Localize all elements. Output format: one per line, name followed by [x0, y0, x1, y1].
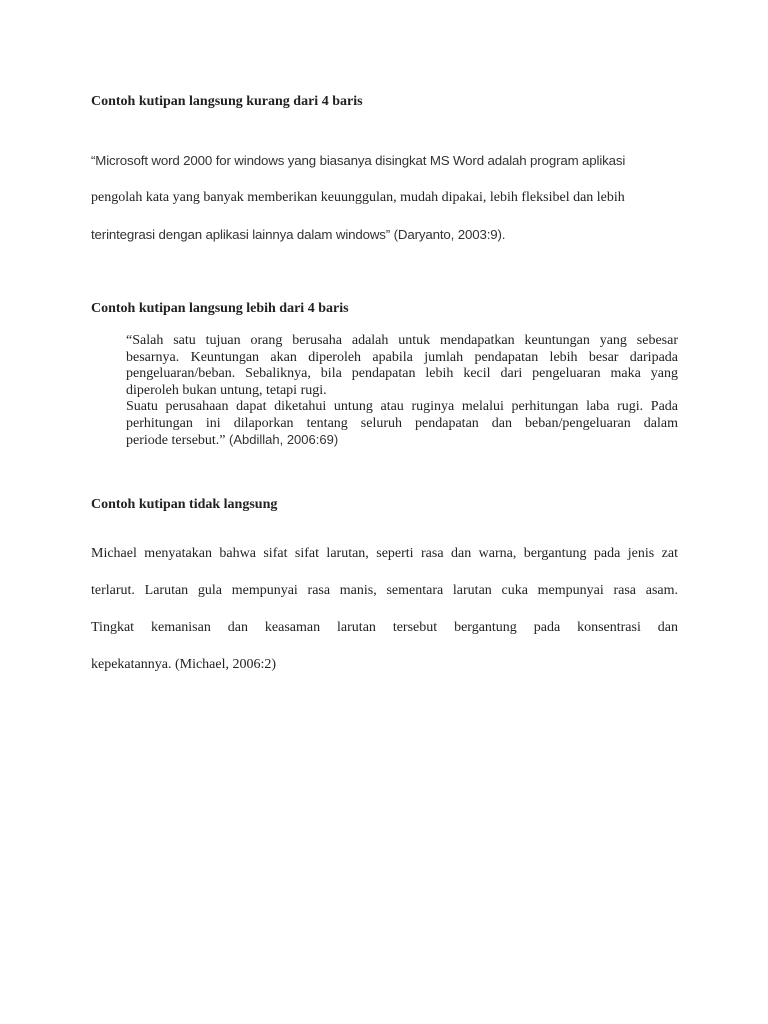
direct-quote-short-paragraph — [91, 150, 677, 261]
paragraph-line: terintegrasi dengan aplikasi lainnya dalam windows” (Daryanto, 2003:9). — [91, 227, 506, 242]
quote-line: perhitungan ini dilaporkan tentang seluruh pendapatan dan beban/pengeluaran dalam — [126, 415, 678, 431]
quote-line: diperoleh bukan untung, tetapi rugi. — [126, 382, 327, 398]
indirect-quote-paragraph — [91, 545, 678, 693]
paragraph-line: terlarut. Larutan gula mempunyai rasa manis, sementara larutan cuka mempunyai rasa asam. — [91, 583, 678, 598]
quote-line: “Salah satu tujuan orang berusaha adalah untuk mendapatkan keuntungan yang sebesar — [126, 333, 678, 348]
section-heading-direct-long: Contoh kutipan langsung lebih dari 4 baris — [91, 301, 349, 316]
quote-text: periode tersebut.” — [126, 433, 226, 448]
paragraph-line: Tingkat kemanisan dan keasaman larutan tersebut bergantung pada konsentrasi dan — [91, 620, 678, 635]
paragraph-line: “Microsoft word 2000 for windows yang biasanya disingkat MS Word adalah program aplikasi — [91, 153, 626, 168]
quote-citation: (Abdillah, 2006:69) — [229, 432, 339, 447]
quote-line: besarnya. Keuntungan akan diperoleh apabila jumlah pendapatan lebih besar daripada — [126, 349, 678, 365]
block-quote — [126, 333, 678, 449]
paragraph-line: Michael menyatakan bahwa sifat sifat larutan, seperti rasa dan warna, bergantung pada jenis zat — [91, 546, 678, 561]
quote-line-final — [126, 432, 678, 449]
section-heading-indirect: Contoh kutipan tidak langsung — [91, 497, 278, 512]
paragraph-line: pengolah kata yang banyak memberikan keuunggulan, mudah dipakai, lebih fleksibel dan lebih — [91, 190, 625, 205]
quote-line: Suatu perusahaan dapat diketahui untung atau ruginya melalui perhitungan laba rugi. Pada — [126, 399, 678, 414]
quote-line: pengeluaran/beban. Sebaliknya, bila pendapatan lebih kecil dari pengeluaran maka yang — [126, 366, 678, 381]
paragraph-line: kepekatannya. (Michael, 2006:2) — [91, 657, 277, 672]
section-heading-direct-short: Contoh kutipan langsung kurang dari 4 baris — [91, 94, 363, 109]
